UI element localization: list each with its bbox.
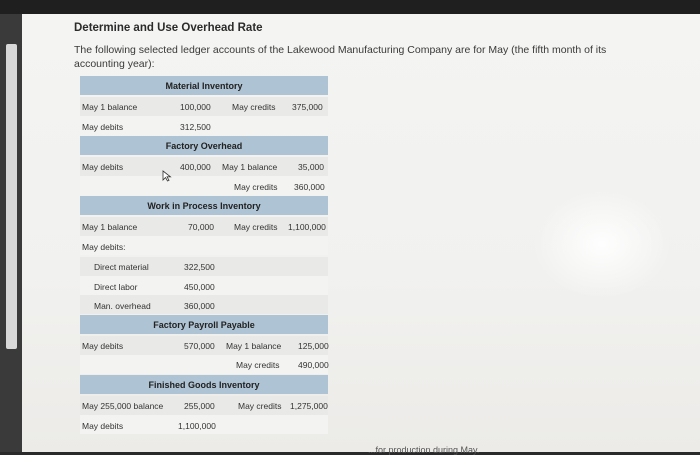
- wip-inventory-header: [80, 196, 328, 215]
- credit-label: May 1 balance: [226, 341, 282, 351]
- material-inventory-header: [80, 76, 328, 95]
- credit-label: May credits: [234, 182, 278, 192]
- cutoff-text: ...for production during May.: [368, 445, 480, 455]
- debit-amount: 450,000: [184, 282, 215, 292]
- debit-amount: 400,000: [180, 162, 211, 172]
- credit-amount: 125,000: [298, 341, 329, 351]
- debit-amount: 1,100,000: [178, 421, 216, 431]
- credit-amount: 490,000: [298, 360, 329, 370]
- row-label: May debits: [82, 162, 124, 172]
- factory-overhead-header: [80, 136, 328, 155]
- credit-label: May credits: [234, 222, 278, 232]
- row-label: May 1 balance: [82, 102, 138, 112]
- factory-payroll-header: [80, 315, 328, 334]
- debit-amount: 255,000: [184, 401, 215, 411]
- row-label: May debits: [82, 421, 124, 431]
- top-bar: [0, 0, 700, 14]
- row-label: May 1 balance: [82, 222, 138, 232]
- page-title: Determine and Use Overhead Rate: [74, 22, 263, 34]
- mouse-cursor-icon: [162, 170, 172, 182]
- debit-amount: 570,000: [184, 341, 215, 351]
- finished-goods-header: [80, 375, 328, 394]
- row-label: Direct labor: [94, 282, 138, 292]
- debit-amount: 360,000: [184, 301, 215, 311]
- credit-amount: 375,000: [292, 102, 323, 112]
- credit-amount: 1,275,000: [290, 401, 328, 411]
- credit-label: May credits: [236, 360, 280, 370]
- debit-amount: 312,500: [180, 122, 211, 132]
- factory-payroll-title: Factory Payroll Payable: [153, 319, 255, 330]
- row-label: May debits: [82, 341, 124, 351]
- wip-inventory-title: Work in Process Inventory: [147, 200, 261, 211]
- row-label: May debits:: [82, 242, 126, 252]
- factory-overhead-title: Factory Overhead: [165, 140, 243, 151]
- material-inventory-title: Material Inventory: [165, 80, 243, 91]
- credit-label: May credits: [232, 102, 276, 112]
- credit-label: May credits: [238, 401, 282, 411]
- credit-label: May 1 balance: [222, 162, 278, 172]
- left-panel: [0, 14, 22, 452]
- debit-amount: 322,500: [184, 262, 215, 272]
- row-label: Direct material: [94, 262, 149, 272]
- row-label: Man. overhead: [94, 301, 151, 311]
- scrollbar[interactable]: [6, 44, 17, 349]
- ledger-row: [80, 176, 328, 195]
- intro-paragraph: The following selected ledger accounts of the Lakewood Manufacturing Company are for May (the fifth month of its accounting year):: [74, 44, 607, 70]
- debit-amount: 70,000: [188, 222, 214, 232]
- row-label: May debits: [82, 122, 124, 132]
- screen-glare: [532, 189, 672, 299]
- finished-goods-title: Finished Goods Inventory: [148, 379, 260, 390]
- credit-amount: 35,000: [298, 162, 324, 172]
- credit-amount: 1,100,000: [288, 222, 326, 232]
- document-page: [22, 14, 700, 452]
- debit-amount: 100,000: [180, 102, 211, 112]
- ledger-row: [80, 355, 328, 374]
- credit-amount: 360,000: [294, 182, 325, 192]
- row-label: May 255,000 balance: [82, 401, 164, 411]
